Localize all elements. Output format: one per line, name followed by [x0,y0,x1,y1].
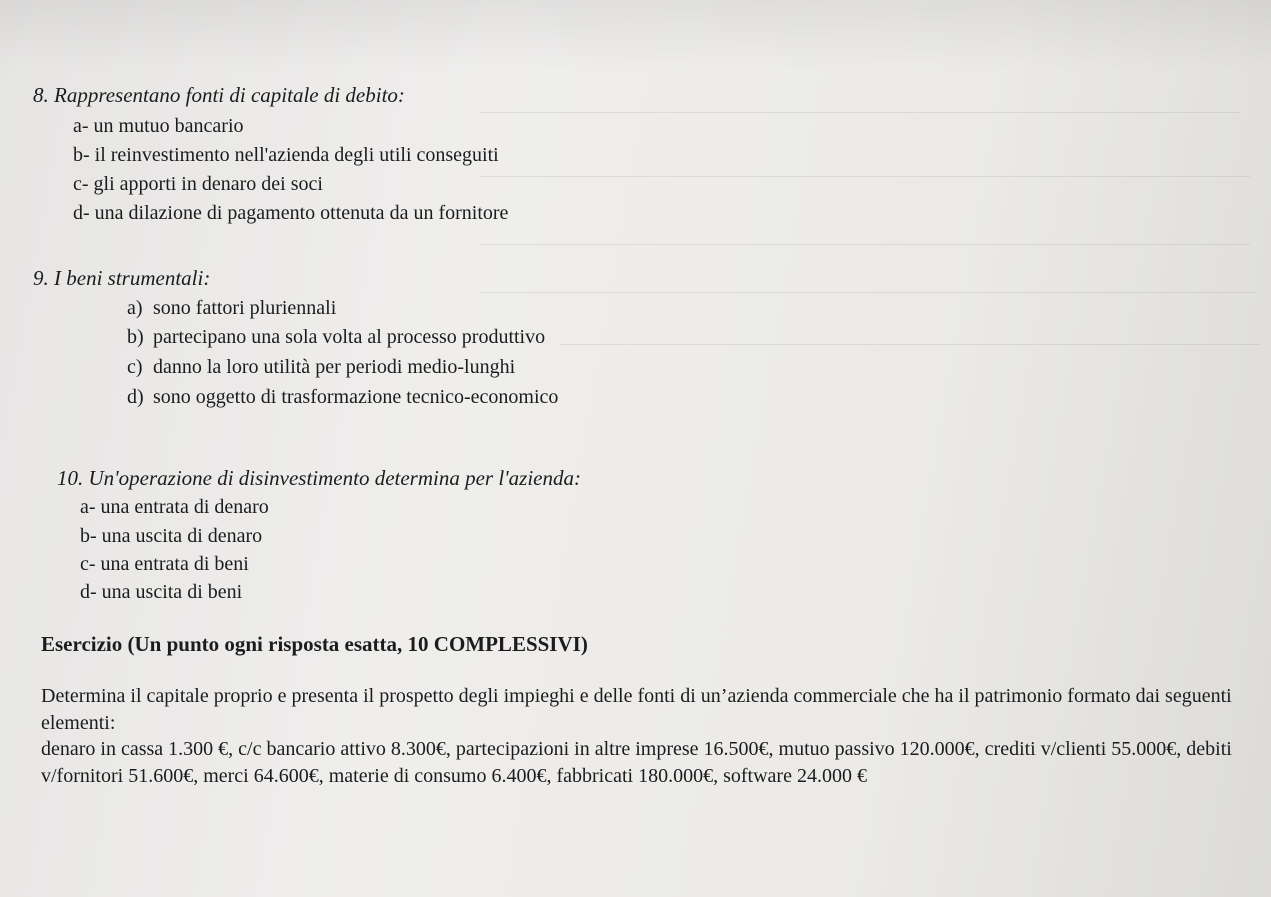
question-8-title: 8. Rappresentano fonti di capitale di debito: [33,83,405,107]
question-8-option-d: d- una dilazione di pagamento ottenuta da un fornitore [73,202,509,224]
show-through-line [480,112,1240,113]
option-letter: a) [127,297,143,319]
question-9-option-b [127,325,545,349]
question-9-option-d [127,385,558,409]
show-through-line [480,244,1250,245]
option-letter: b) [127,326,144,348]
option-text: sono fattori pluriennali [153,297,337,319]
option-letter: d) [127,386,144,408]
exercise-intro: Determina il capitale proprio e presenta il prospetto degli impieghi e delle fonti di un’azienda commerciale che ha il patrimonio formato dai seguenti elementi: [41,685,1232,734]
question-9-title: 9. I beni strumentali: [33,266,211,290]
question-9-option-a [127,296,336,320]
exercise-title: Esercizio (Un punto ogni risposta esatta, 10 COMPLESSIVI) [41,632,588,656]
option-text: danno la loro utilità per periodi medio-lunghi [153,356,516,378]
question-10-option-a: a- una entrata di denaro [80,496,269,518]
show-through-line [480,292,1255,293]
question-8-option-a: a- un mutuo bancario [73,115,244,137]
option-text: sono oggetto di trasformazione tecnico-economico [153,386,559,408]
option-letter: c) [127,356,143,378]
exercise-elements: denaro in cassa 1.300 €, c/c bancario attivo 8.300€, partecipazioni in altre imprese 16.500€, mutuo passivo 120.000€, crediti v/clienti 55.000€, debiti v/fornitori 51.600€, merci 64.600€, materie di consumo 6.400€, fabbricati 180.000€, software 24.000 € [41,738,1232,787]
show-through-line [560,344,1260,345]
question-8-option-c: c- gli apporti in denaro dei soci [73,173,323,195]
question-8-option-b: b- il reinvestimento nell'azienda degli utili conseguiti [73,144,499,166]
question-9-option-c [127,355,515,379]
show-through-line [480,176,1250,177]
question-10-option-d: d- una uscita di beni [80,581,243,603]
top-shadow [0,0,1271,70]
question-10-title: 10. Un'operazione di disinvestimento determina per l'azienda: [57,466,581,490]
exercise-text [41,683,1256,789]
question-10-option-c: c- una entrata di beni [80,553,249,575]
option-text: partecipano una sola volta al processo produttivo [153,326,546,348]
question-10-option-b: b- una uscita di denaro [80,525,263,547]
